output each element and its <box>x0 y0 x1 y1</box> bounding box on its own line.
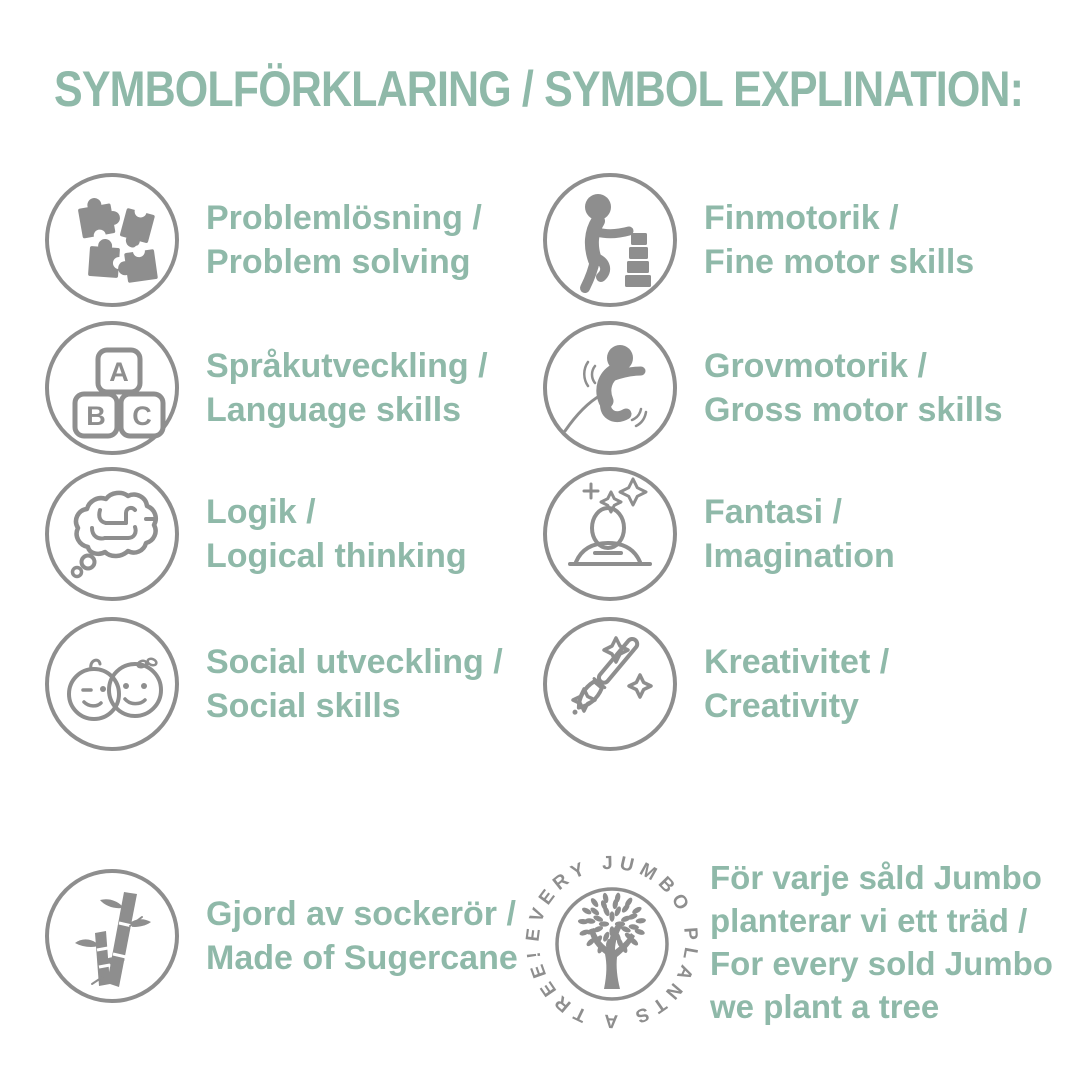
legend-row-imagination <box>540 464 895 604</box>
legend-row-social-skills <box>42 614 503 754</box>
label-line: Grovmotorik / <box>704 347 927 385</box>
label-line: For every sold Jumbo <box>710 945 1053 982</box>
abc-letter-b: B <box>86 401 106 431</box>
babies-icon <box>42 614 182 754</box>
legend-label-gross-motor <box>704 344 1003 432</box>
legend-label-social-skills <box>206 640 503 728</box>
brain-icon <box>42 464 182 604</box>
legend-row-tree-planting <box>522 852 1053 1032</box>
legend-row-creativity <box>540 614 889 754</box>
legend-row-language-skills <box>42 318 488 458</box>
legend-row-fine-motor <box>540 170 974 310</box>
abc-letter-c: C <box>132 401 152 431</box>
label-line: planterar vi ett träd / <box>710 902 1028 939</box>
label-line: Finmotorik / <box>704 199 899 237</box>
legend-row-sugarcane <box>42 866 518 1006</box>
legend-label-tree-planting <box>710 856 1053 1028</box>
abc-letter-a: A <box>109 357 129 387</box>
label-line: Social skills <box>206 687 401 725</box>
label-line: Gross motor skills <box>704 391 1003 429</box>
legend-label-creativity <box>704 640 889 728</box>
label-line: Made of Sugercane <box>206 939 518 977</box>
label-line: Language skills <box>206 391 462 429</box>
legend-label-fine-motor <box>704 196 974 284</box>
jumping-child-icon <box>540 318 680 458</box>
legend-label-imagination <box>704 490 895 578</box>
legend-label-language-skills <box>206 344 488 432</box>
legend-row-problem-solving <box>42 170 482 310</box>
label-line: we plant a tree <box>710 988 940 1025</box>
puzzle-icon <box>42 170 182 310</box>
label-line: Problem solving <box>206 243 471 281</box>
tree-badge-icon <box>522 852 702 1032</box>
label-line: Logik / <box>206 493 316 531</box>
legend-label-problem-solving <box>206 196 482 284</box>
label-line: Språkutveckling / <box>206 347 488 385</box>
label-line: Imagination <box>704 537 895 575</box>
legend-label-sugarcane <box>206 892 518 980</box>
label-line: Logical thinking <box>206 537 467 575</box>
tree-badge-circular-text: EVERY JUMBO PLANTS A TREE! <box>522 852 702 1032</box>
legend-label-logical-thinking <box>206 490 467 578</box>
label-line: Creativity <box>704 687 859 725</box>
label-line: För varje såld Jumbo <box>710 859 1042 896</box>
label-line: Gjord av sockerör / <box>206 895 516 933</box>
abc-blocks-icon <box>42 318 182 458</box>
imagination-icon <box>540 464 680 604</box>
stacking-blocks-icon <box>540 170 680 310</box>
paintbrush-icon <box>540 614 680 754</box>
page-title: SYMBOLFÖRKLARING / SYMBOL EXPLINATION: <box>54 61 1024 117</box>
label-line: Kreativitet / <box>704 643 890 681</box>
label-line: Fine motor skills <box>704 243 975 281</box>
legend-row-gross-motor <box>540 318 1003 458</box>
legend-row-logical-thinking <box>42 464 467 604</box>
label-line: Fantasi / <box>704 493 842 531</box>
label-line: Problemlösning / <box>206 199 482 237</box>
sugarcane-icon <box>42 866 182 1006</box>
label-line: Social utveckling / <box>206 643 503 681</box>
